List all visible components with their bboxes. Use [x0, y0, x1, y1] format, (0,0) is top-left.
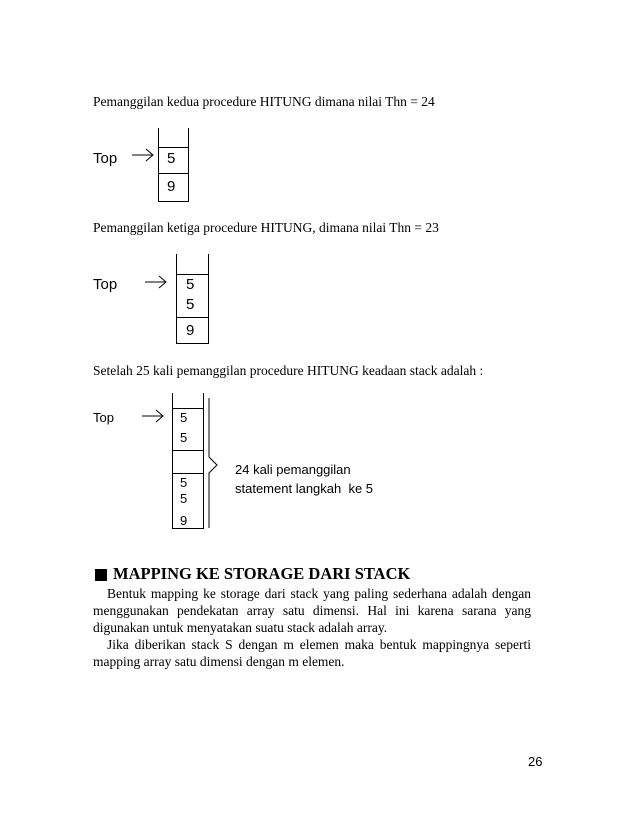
paragraph: Bentuk mapping ke storage dari stack yang paling sederhana adalah dengan menggunakan pendekatan array satu dimensi. Hal ini karena sarana yang digunakan untuk menyatakan suatu stack adalah array. [93, 586, 531, 635]
caption-3: Setelah 25 kali pemanggilan procedure HITUNG keadaan stack adalah : [93, 363, 484, 378]
stack-cell: 5 [180, 475, 188, 490]
top-label: Top [93, 276, 118, 293]
stack-cell: 9 [167, 178, 176, 195]
stack-cell: 5 [180, 430, 188, 445]
stack-cell: 5 [186, 276, 195, 293]
stack-cell: 5 [167, 150, 176, 167]
stack-cell: 5 [180, 491, 188, 506]
top-label: Top [93, 410, 114, 425]
right-brace-icon [208, 397, 220, 529]
caption-1: Pemanggilan kedua procedure HITUNG dimana nilai Thn = 24 [93, 94, 435, 109]
square-bullet-icon [95, 569, 107, 581]
arrow-right-icon [144, 275, 168, 289]
arrow-right-icon [131, 148, 155, 162]
stack-cell: 9 [186, 322, 195, 339]
brace-note-line1: 24 kali pemanggilan [235, 462, 351, 477]
paragraph: Jika diberikan stack S dengan m elemen maka bentuk mappingnya seperti mapping array satu dimensi dengan m elemen. [93, 637, 531, 669]
page-number: 26 [528, 754, 543, 769]
stack-cell: 5 [180, 410, 188, 425]
stack-cell: 5 [186, 296, 195, 313]
stack-cell: 9 [180, 513, 188, 528]
arrow-right-icon [141, 409, 165, 423]
caption-2: Pemanggilan ketiga procedure HITUNG, dimana nilai Thn = 23 [93, 220, 439, 235]
section-heading: MAPPING KE STORAGE DARI STACK [113, 564, 411, 583]
brace-note-line2: statement langkah ke 5 [235, 481, 374, 496]
top-label: Top [93, 150, 118, 167]
